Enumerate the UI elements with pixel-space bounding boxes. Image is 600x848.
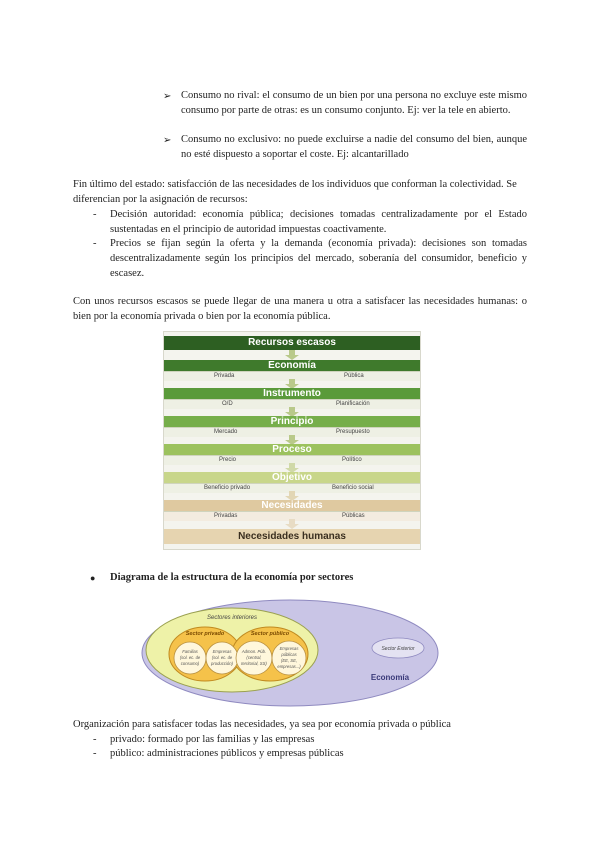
bullet-marker: ➢ (163, 135, 172, 146)
bullet-marker: ➢ (163, 91, 172, 102)
flow-right: Planificación (336, 401, 370, 407)
heading-sectores: Diagrama de la estructura de la economía por sectores (110, 572, 354, 583)
flow-objetivo: Objetivo (164, 472, 420, 483)
companies-line: producción) (211, 661, 233, 666)
public-companies-line: empresas...) (277, 664, 301, 669)
label-external: Sector Exterior (381, 646, 415, 652)
sectors-diagram (140, 598, 440, 708)
label-private: Sector privado (185, 631, 225, 637)
dash-item-publico: público: administraciones públicos y empresas públicas (110, 748, 344, 759)
flow-top-bar: Recursos escasos (164, 336, 420, 350)
paragraph-organizacion: Organización para satisfacer todas las necesidades, ya sea por economía privada o pública (73, 719, 451, 730)
bullet-non-exclusive: Consumo no exclusivo: no puede excluirse a nadie del consumo del bien, aunque no esté dispuesto a soportar el coste. Ej: alcantarillado (181, 134, 527, 160)
flow-right: Beneficio social (332, 485, 374, 491)
flow-left: Privadas (214, 513, 238, 519)
families-line: Familias (182, 649, 198, 654)
public-companies-line: Empresas (279, 646, 299, 651)
flow-principio: Principio (164, 416, 420, 427)
label-economy: Economía (370, 673, 410, 682)
label-interior: Sectores interiores (206, 615, 258, 621)
flow-economia: Economía (164, 360, 420, 371)
flow-left: Beneficio privado (204, 485, 251, 491)
dash-marker: - (93, 238, 97, 249)
flow-right: Pública (344, 373, 364, 379)
dash-item-autoridad: Decisión autoridad: economía pública; decisiones tomadas centralizadamente por el Estado sustentadas en el principio de autoridad impuestas coactivamente. (110, 209, 527, 235)
admin-line: territorial, SS) (241, 661, 267, 666)
public-companies-line: públicas (281, 652, 297, 657)
flow-necesidades: Necesidades (164, 500, 420, 511)
flow-instrumento: Instrumento (164, 388, 420, 399)
flow-right: Presupuesto (336, 429, 370, 435)
dash-marker: - (93, 748, 97, 759)
dash-marker: - (93, 734, 97, 745)
families-line: consumo) (180, 661, 200, 666)
companies-line: Empresas (212, 649, 232, 654)
heading-bullet: ● (90, 573, 96, 583)
flow-proceso: Proceso (164, 444, 420, 455)
flow-right: Político (342, 457, 362, 463)
paragraph-recursos: Con unos recursos escasos se puede llegar de una manera u otra a satisfacer las necesidades humanas: o bien por la economía privada o bien por la economía pública. (73, 296, 527, 322)
dash-item-privado: privado: formado por las familias y las empresas (110, 734, 315, 745)
flow-left: Precio (219, 457, 237, 463)
dash-marker: - (93, 209, 97, 220)
flow-right: Públicas (342, 513, 365, 519)
admin-line: Admon. Púb. (241, 649, 267, 654)
bullet-non-rival: Consumo no rival: el consumo de un bien por una persona no excluye este mismo consumo por parte de otras: es un consumo conjunto. Ej: ver la tele en abierto. (181, 90, 527, 116)
flow-left: Privada (214, 373, 235, 379)
admin-line: (central, (246, 655, 262, 660)
flow-arrow-icon (285, 350, 299, 360)
paragraph-fin-estado: Fin último del estado: satisfacción de las necesidades de los individuos que conforman la colectividad. Se diferencian por la asignación de recursos: (73, 179, 517, 205)
flow-arrow-icon (285, 519, 299, 529)
flow-left: O/D (222, 401, 233, 407)
families-line: (sol. ec. de (179, 655, 201, 660)
label-public: Sector público (250, 631, 290, 637)
public-companies-line: (EE, SE, (280, 658, 298, 663)
flow-bottom-bar: Necesidades humanas (164, 529, 420, 544)
flow-left: Mercado (214, 429, 238, 435)
companies-line: (sol. ec. de (211, 655, 233, 660)
economy-flow-diagram (163, 331, 421, 550)
dash-item-precios: Precios se fijan según la oferta y la demanda (economía privada): decisiones son tomadas descentralizadamente según los principios del mercado, soberanía del consumidor, beneficio y escasez. (110, 238, 527, 279)
